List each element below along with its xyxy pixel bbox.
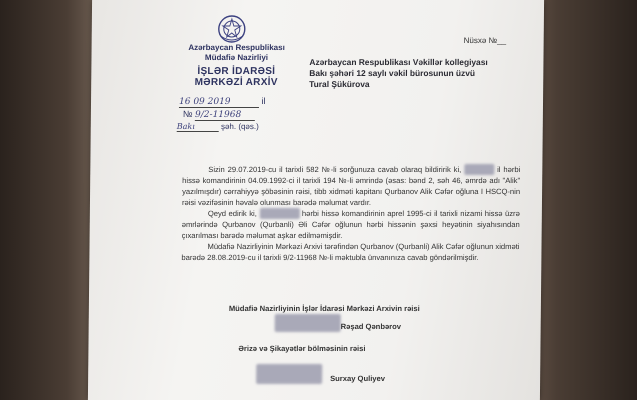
signature-name-2: Surxay Quliyev [330,374,386,383]
city-handwritten: Bakı [177,122,219,132]
paragraph-1-start: Sizin 29.07.2019-cu il tarixli 582 №-li sorğunuza cavab olaraq bildiririk ki, [208,165,462,174]
recipient-name: Tural Şükürova [309,79,370,89]
paragraph-1-rest: il hərbi hissə komandirinin 04.09.1992-ci il tarixli 194 №-li əmrində (əsas: bənd 2, səh 46, əmrdə adı "Alik" yazılmışdır) cərrahiyyə şöbəsinin rəisi, tibb xidməti kapitanı Qurbanov Alik Cəfər oğluna I HSCQ-nin rəisi vəzifəsinin həvalə olunması barədə məlumat vardır. [181,165,521,207]
recipient-block [309,57,539,90]
signature-title-1: Müdafiə Nazirliyinin İşlər İdarəsi Mərkəzi Arxivin rəisi [228,304,420,313]
paragraph-2 [182,208,520,241]
number-handwritten: 9/2-11968 [195,110,255,121]
recipient-line-1: Azərbaycan Respublikası Vəkillər kollegiyası [309,57,488,67]
paragraph-1 [182,164,520,208]
paragraph-3: Müdafiə Nazirliyinin Mərkəzi Arxivi tərəfindən Qurbanov (Qurbanli) Alik Cəfər oğlunun xidməti barədə 28.08.2019-cu il tarixli 9/2-11968 №-li məktubla ünvanınıza cavab göndərilmişdir. [181,242,520,262]
letter-body [181,164,520,263]
document-paper [88,0,544,400]
redacted-signature-2 [256,364,322,384]
ministry-line-2: Müdafiə Nazirliyi [204,53,269,62]
redacted-text [464,164,494,175]
date-line [179,96,266,108]
city-line [177,122,259,132]
signature-name-1: Rəşad Qənbərov [340,322,402,331]
copy-number: Nüsxə №__ [463,36,507,45]
paragraph-2-rest: hərbi hissə komandirinin aprel 1995-ci il tarixli nizami hissə üzrə əmrlərində Qurbanov (Qurbanli) Əli Cəfər oğlunun hərbi hissənin şəxsi heyətinin siyahısından çıxarılması barədə məlumat aşkar edilməmişdir. [181,209,520,240]
ministry-name [171,43,301,63]
archive-name [171,66,301,88]
signature-title-2: Ərizə və Şikayətlər bölməsinin rəisi [238,344,366,353]
date-suffix: il [261,96,266,106]
background-left [0,0,95,400]
number-line [183,109,255,121]
redacted-signature-1 [275,314,341,332]
paragraph-2-start: Qeyd edirik ki, [207,209,257,218]
number-prefix: № [182,109,193,119]
recipient-line-2: Bakı şəhəri 12 saylı vəkil bürosunun üzvü [309,68,476,78]
date-handwritten: 16 09 2019 [179,97,259,108]
ministry-line-1: Azərbaycan Respublikası [188,43,285,52]
archive-line-1: İŞLƏR İDARƏSİ [197,66,276,77]
background-right [537,0,637,400]
azerbaijan-emblem-icon [215,14,249,44]
redacted-text [259,208,299,219]
archive-line-2: MƏRKƏZİ ARXİV [194,77,278,88]
city-suffix: şəh. (qəs.) [220,122,259,131]
